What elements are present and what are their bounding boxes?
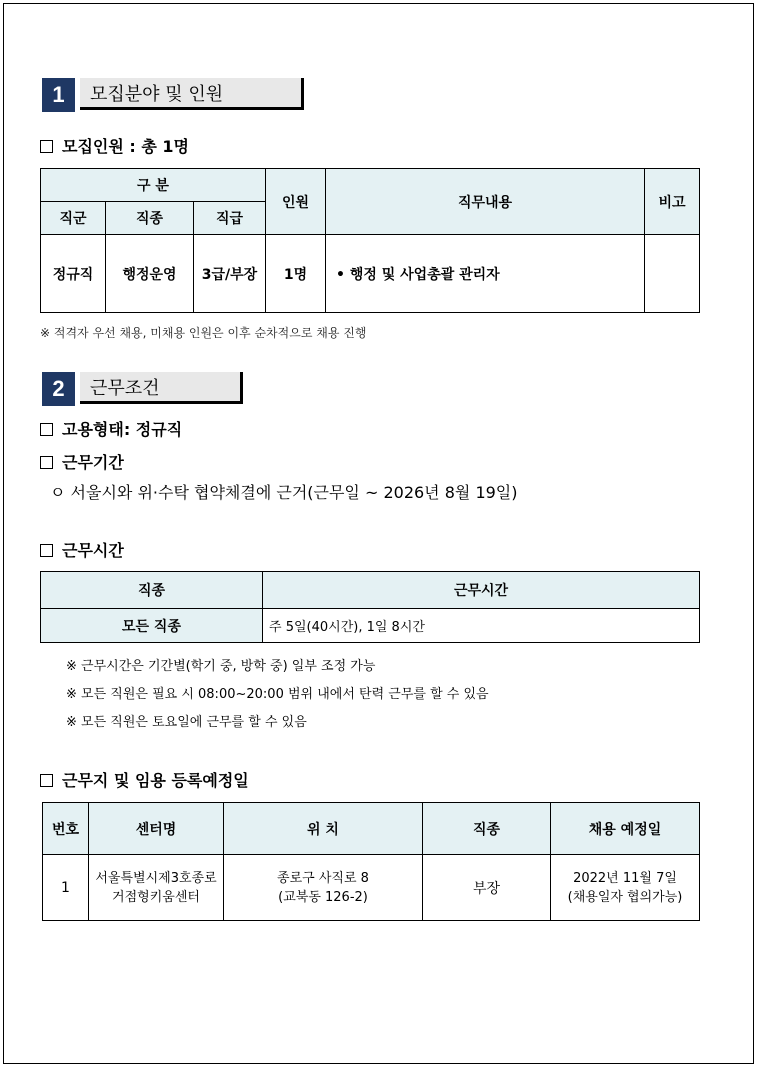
loc-col-job: 직종 bbox=[423, 803, 551, 855]
col-duty: 직무내용 bbox=[326, 169, 645, 235]
period-heading-text: 근무기간 bbox=[62, 453, 124, 472]
loc-cell-date bbox=[551, 855, 700, 921]
col-type: 직군 bbox=[41, 202, 106, 235]
table-row bbox=[41, 609, 700, 643]
loc-cell-job: 부장 bbox=[423, 855, 551, 921]
employment-type-heading bbox=[40, 417, 182, 440]
cell-type: 정규직 bbox=[41, 235, 106, 313]
recruit-heading bbox=[40, 134, 189, 157]
document-page bbox=[3, 3, 754, 1064]
loc-center-line2: 거점형키움센터 bbox=[112, 889, 200, 905]
group-header: 구 분 bbox=[41, 169, 266, 202]
hours-heading bbox=[40, 538, 124, 561]
location-table bbox=[42, 802, 700, 921]
loc-date-line2: (채용일자 협의가능) bbox=[567, 889, 683, 905]
loc-col-date: 채용 예정일 bbox=[551, 803, 700, 855]
table-row bbox=[43, 855, 700, 921]
loc-date-line1: 2022년 11월 7일 bbox=[573, 870, 677, 886]
table-row bbox=[41, 235, 700, 313]
hours-note: ※ 모든 직원은 토요일에 근무를 할 수 있음 bbox=[66, 715, 307, 730]
loc-col-center: 센터명 bbox=[89, 803, 224, 855]
hours-row-job: 모든 직종 bbox=[41, 609, 263, 643]
hours-row-hours: 주 5일(40시간), 1일 8시간 bbox=[263, 609, 700, 643]
section-2-title: 근무조건 bbox=[80, 372, 243, 404]
checkbox-icon bbox=[40, 423, 53, 436]
hours-col-job: 직종 bbox=[41, 572, 263, 609]
hours-note: ※ 모든 직원은 필요 시 08:00~20:00 범위 내에서 탄력 근무를 할 수 있음 bbox=[66, 687, 489, 702]
recruit-table bbox=[40, 168, 700, 313]
loc-cell-center bbox=[89, 855, 224, 921]
hours-col-hours: 근무시간 bbox=[263, 572, 700, 609]
checkbox-icon bbox=[40, 774, 53, 787]
col-note: 비고 bbox=[645, 169, 700, 235]
recruit-footnote: ※ 적격자 우선 채용, 미채용 인원은 이후 순차적으로 채용 진행 bbox=[40, 326, 367, 340]
hours-table bbox=[40, 571, 700, 643]
cell-job: 행정운영 bbox=[106, 235, 194, 313]
recruit-heading-text: 모집인원 : 총 1명 bbox=[62, 137, 189, 156]
cell-duty: • 행정 및 사업총괄 관리자 bbox=[326, 235, 645, 313]
loc-cell-location bbox=[224, 855, 423, 921]
section-1-number: 1 bbox=[42, 78, 75, 112]
loc-center-line1: 서울특별시제3호종로 bbox=[95, 870, 217, 886]
loc-location-line1: 종로구 사직로 8 bbox=[277, 870, 369, 886]
loc-location-line2: (교북동 126-2) bbox=[278, 889, 368, 905]
col-job: 직종 bbox=[106, 202, 194, 235]
location-heading-text: 근무지 및 임용 등록예정일 bbox=[62, 771, 249, 790]
col-count: 인원 bbox=[266, 169, 326, 235]
hours-note: ※ 근무시간은 기간별(학기 중, 방학 중) 일부 조정 가능 bbox=[66, 659, 376, 674]
loc-col-location: 위 치 bbox=[224, 803, 423, 855]
loc-col-no: 번호 bbox=[43, 803, 89, 855]
hours-heading-text: 근무시간 bbox=[62, 541, 124, 560]
section-1-title: 모집분야 및 인원 bbox=[80, 78, 304, 110]
period-heading bbox=[40, 450, 124, 473]
loc-cell-no: 1 bbox=[43, 855, 89, 921]
location-heading bbox=[40, 768, 249, 791]
employment-type-text: 고용형태: 정규직 bbox=[62, 420, 183, 439]
cell-count: 1명 bbox=[266, 235, 326, 313]
cell-note bbox=[645, 235, 700, 313]
period-text: ㅇ 서울시와 위·수탁 협약체결에 근거(근무일 ~ 2026년 8월 19일) bbox=[50, 483, 518, 502]
checkbox-icon bbox=[40, 140, 53, 153]
checkbox-icon bbox=[40, 456, 53, 469]
col-grade: 직급 bbox=[194, 202, 266, 235]
section-2-number: 2 bbox=[42, 372, 75, 406]
checkbox-icon bbox=[40, 544, 53, 557]
cell-grade: 3급/부장 bbox=[194, 235, 266, 313]
